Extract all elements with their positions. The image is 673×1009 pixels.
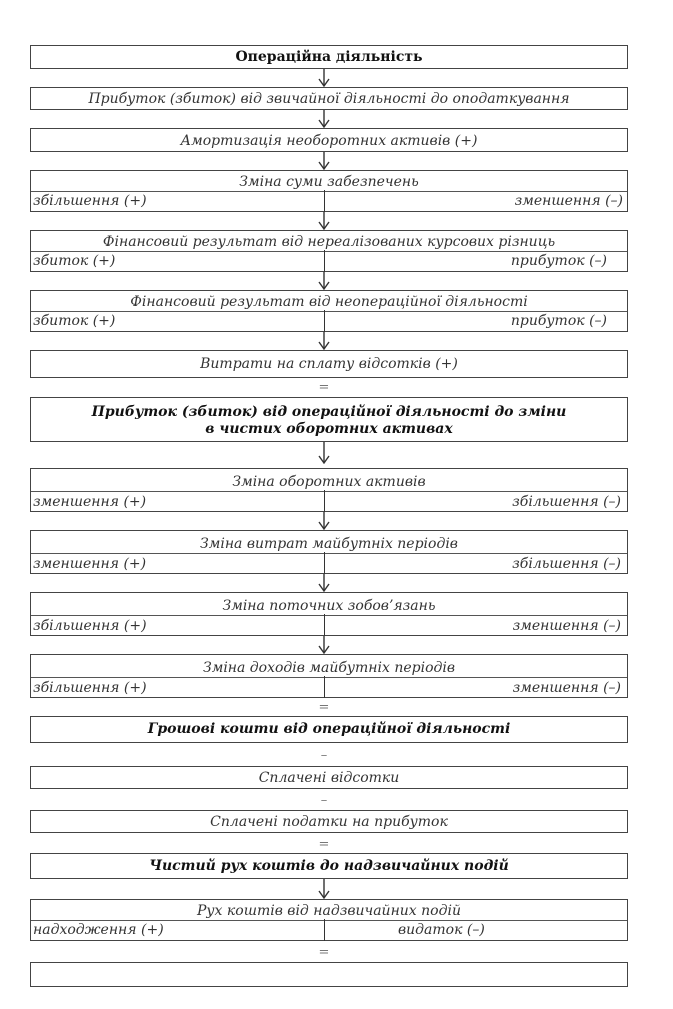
block-title: Сплачені відсотки: [258, 770, 400, 786]
equals-sign: =: [318, 700, 330, 715]
block-title-line1: Прибуток (збиток) від операційної діяльності до зміни: [91, 404, 567, 420]
block-title: Фінансовий результат від нереалізованих курсових різниць: [102, 234, 556, 250]
divider: [31, 491, 627, 492]
block-unrealized-fx: [30, 230, 628, 272]
block-title: Прибуток (збиток) від звичайної діяльності до оподаткування: [88, 91, 570, 107]
equals-sign: =: [318, 380, 330, 395]
right-label: прибуток (–): [510, 253, 607, 269]
left-label: збиток (+): [33, 253, 116, 269]
divider: [31, 553, 627, 554]
block-operating-cash: [30, 716, 628, 743]
left-label: зменшення (+): [33, 556, 147, 572]
block-title: Зміна витрат майбутніх періодів: [200, 536, 458, 552]
left-label: зменшення (+): [33, 494, 147, 510]
arrow-down-icon: [317, 272, 331, 290]
center-line: [324, 552, 325, 574]
arrow-down-icon: [317, 69, 331, 87]
block-title: Сплачені податки на прибуток: [210, 814, 448, 830]
arrow-down-icon: [317, 332, 331, 350]
block-operating-profit: [30, 397, 628, 442]
divider: [31, 251, 627, 252]
center-line: [324, 676, 325, 698]
minus-sign: –: [320, 793, 328, 808]
right-label: зменшення (–): [512, 618, 621, 634]
left-label: збільшення (+): [33, 618, 147, 634]
block-title: Зміна суми забезпечень: [239, 174, 419, 190]
block-operating-activity: [30, 45, 628, 69]
left-label: збільшення (+): [33, 193, 147, 209]
divider: [31, 677, 627, 678]
left-label: збільшення (+): [33, 680, 147, 696]
block-amortization: [30, 128, 628, 152]
right-label: збільшення (–): [512, 494, 621, 510]
arrow-down-icon: [317, 636, 331, 654]
center-line: [324, 190, 325, 212]
arrow-down-icon: [317, 879, 331, 899]
center-line: [324, 250, 325, 272]
block-income-tax-paid: [30, 810, 628, 833]
block-title: Зміна доходів майбутніх періодів: [202, 660, 456, 676]
left-label: надходження (+): [33, 922, 164, 938]
equals-sign: =: [318, 945, 330, 960]
block-title: Рух коштів від надзвичайних подій: [197, 903, 461, 919]
center-line: [324, 614, 325, 636]
block-title: Витрати на сплату відсотків (+): [200, 356, 458, 372]
block-future-income-change: [30, 654, 628, 698]
right-label: збільшення (–): [512, 556, 621, 572]
arrow-down-icon: [317, 110, 331, 128]
block-current-assets-change: [30, 468, 628, 512]
block-title: Амортизація необоротних активів (+): [180, 133, 478, 149]
center-line: [324, 490, 325, 512]
block-title-line2: в чистих оборотних активах: [205, 421, 453, 437]
left-label: збиток (+): [33, 313, 116, 329]
arrow-down-icon: [317, 212, 331, 230]
block-title: Фінансовий результат від неопераційної діяльності: [130, 294, 528, 310]
block-non-operating: [30, 290, 628, 332]
minus-sign: –: [320, 748, 328, 763]
block-title: Зміна поточних зобов’язань: [222, 598, 436, 614]
block-future-expenses-change: [30, 530, 628, 574]
divider: [31, 615, 627, 616]
divider: [31, 311, 627, 312]
block-title: Операційна діяльність: [235, 49, 423, 65]
divider: [31, 920, 627, 921]
divider: [31, 191, 627, 192]
block-title: Чистий рух коштів до надзвичайних подій: [149, 858, 509, 874]
right-label: прибуток (–): [510, 313, 607, 329]
block-current-liabilities-change: [30, 592, 628, 636]
arrow-down-icon: [317, 574, 331, 592]
block-interest-paid: [30, 766, 628, 789]
block-interest-expense: [30, 350, 628, 378]
arrow-down-icon: [317, 442, 331, 464]
right-label: зменшення (–): [514, 193, 623, 209]
block-extraordinary-cash: [30, 899, 628, 941]
arrow-down-icon: [317, 152, 331, 170]
block-result-empty: [30, 962, 628, 987]
equals-sign: =: [318, 837, 330, 852]
block-title: Зміна оборотних активів: [232, 474, 426, 490]
center-line: [324, 919, 325, 941]
right-label: видаток (–): [398, 922, 485, 938]
block-net-cash-before-extraordinary: [30, 853, 628, 879]
block-profit-before-tax: [30, 87, 628, 110]
center-line: [324, 310, 325, 332]
arrow-down-icon: [317, 512, 331, 530]
block-provisions-change: [30, 170, 628, 212]
right-label: зменшення (–): [512, 680, 621, 696]
block-title: Грошові кошти від операційної діяльності: [147, 721, 511, 737]
